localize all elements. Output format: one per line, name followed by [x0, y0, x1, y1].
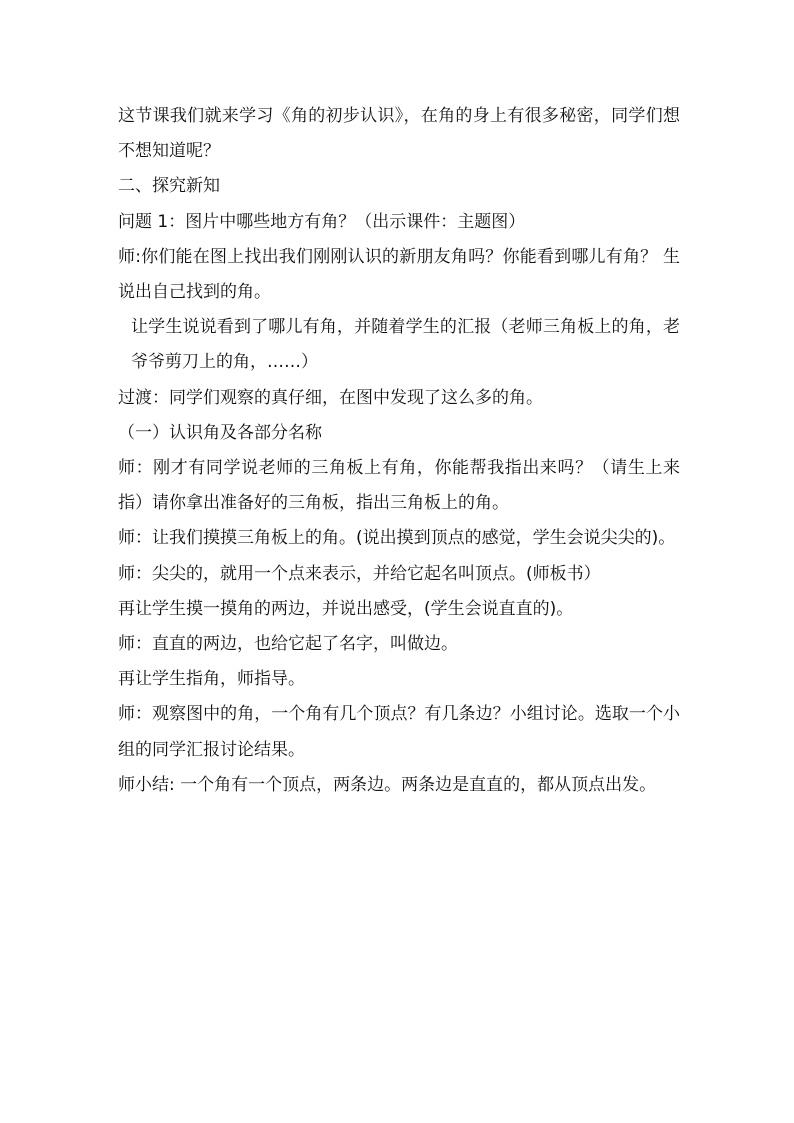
paragraph-transition: 过渡：同学们观察的真仔细，在图中发现了这么多的角。 — [118, 387, 543, 408]
paragraph-student-report: 让学生说说看到了哪儿有角，并随着学生的汇报（老师三角板上的角，老爷爷剪刀上的角，……） — [131, 317, 680, 373]
paragraph-question-1: 问题 1：图片中哪些地方有角？（出示课件：主题图） — [118, 211, 526, 232]
paragraph-summary: 师小结: 一个角有一个顶点，两条边。两条边是直直的，都从顶点出发。 — [118, 774, 657, 795]
paragraph-touch-sides: 再让学生摸一摸角的两边，并说出感受，(学生会说直直的)。 — [118, 598, 574, 619]
paragraph-vertex: 师：尖尖的，就用一个点来表示，并给它起名叫顶点。(师板书） — [118, 563, 601, 584]
paragraph-touch-angle: 师：让我们摸摸三角板上的角。(说出摸到顶点的感觉，学生会说尖尖的)。 — [118, 528, 676, 549]
paragraph-point-angle: 再让学生指角，师指导。 — [118, 669, 305, 690]
paragraph-teacher-find-angles: 师:你们能在图上找出我们刚刚认识的新朋友角吗？你能看到哪儿有角？ 生说出自己找到的角。 — [118, 246, 680, 303]
subsection-heading-angle-parts: （一）认识角及各部分名称 — [118, 422, 322, 443]
paragraph-teacher-triangle: 师：刚才有同学说老师的三角板上有角，你能帮我指出来吗？（请生上来指）请你拿出准备好的三角板，指出三角板上的角。 — [118, 458, 680, 514]
section-heading-explore: 二、探究新知 — [118, 176, 220, 197]
paragraph-intro: 这节课我们就来学习《角的初步认识》，在角的身上有很多秘密，同学们想不想知道呢？ — [118, 106, 680, 162]
paragraph-sides: 师：直直的两边，也给它起了名字，叫做边。 — [118, 634, 458, 655]
paragraph-group-discussion: 师：观察图中的角，一个角有几个顶点？有几条边？小组讨论。选取一个小组的同学汇报讨论结果。 — [118, 704, 680, 760]
document-body — [118, 99, 680, 803]
